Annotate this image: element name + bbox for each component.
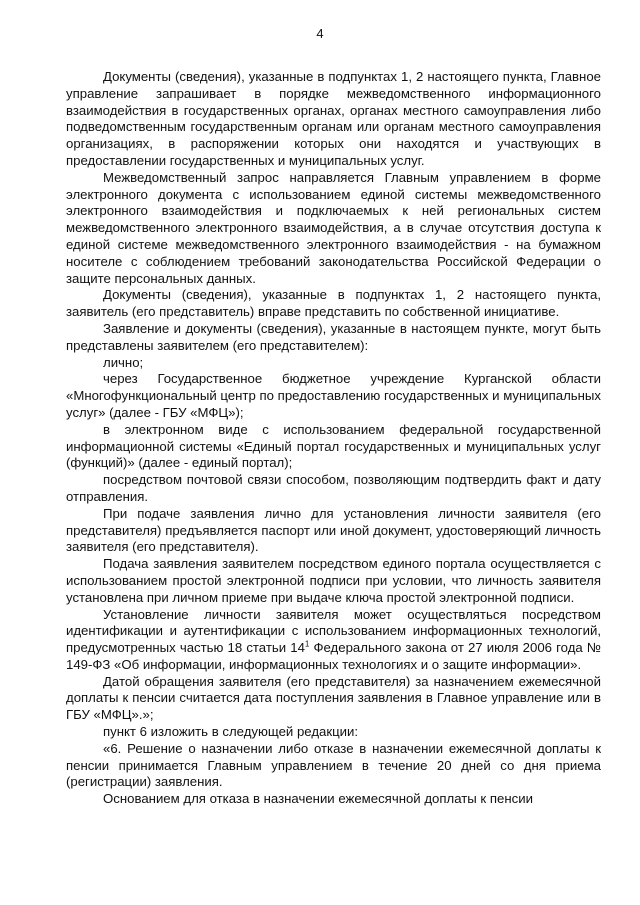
paragraph: «6. Решение о назначении либо отказе в назначении ежемесячной доплаты к пенсии принимается Главным управлением в течение 20 дней со дня приема (регистрации) заявления. — [66, 740, 601, 790]
paragraph-text: Установление личности заявителя может осуществляться посредством идентификации и аутентификации с использованием информационных технологий, предусмотренных частью 18 статьи 14 — [66, 606, 601, 656]
paragraph: Основанием для отказа в назначении ежемесячной доплаты к пенсии — [103, 791, 533, 807]
page-number: 4 — [316, 26, 324, 41]
paragraph: в электронном виде с использованием федеральной государственной информационной системы «Единый портал государственных и муниципальных услуг (функций)» (далее - единый портал); — [66, 421, 601, 471]
paragraph: Заявление и документы (сведения), указанные в настоящем пункте, могут быть представлены заявителем (его представителем): — [66, 320, 601, 353]
paragraph — [66, 607, 601, 674]
paragraph: Датой обращения заявителя (его представителя) за назначением ежемесячной доплаты к пенсии считается дата поступления заявления в Главное управление или в ГБУ «МФЦ».»; — [66, 673, 601, 723]
paragraph: пункт 6 изложить в следующей редакции: — [103, 724, 359, 740]
paragraph: лично; — [103, 354, 144, 370]
paragraph: через Государственное бюджетное учреждение Курганской области «Многофункциональный центр по предоставлению государственных и муниципальных услуг» (далее - ГБУ «МФЦ»); — [66, 371, 601, 420]
paragraph: посредством почтовой связи способом, позволяющим подтвердить факт и дату отправления. — [66, 472, 601, 504]
paragraph: При подаче заявления лично для установления личности заявителя (его представителя) предъявляется паспорт или иной документ, удостоверяющий личность заявителя (его представителя). — [66, 505, 601, 555]
paragraph-text: Федерального закона от 27 июля 2006 года № 149-ФЗ «Об информации, информационных технологиях и о защите информации». — [66, 640, 601, 672]
paragraph: Документы (сведения), указанные в подпунктах 1, 2 настоящего пункта, заявитель (его представитель) вправе представить по собственной инициативе. — [66, 287, 601, 320]
paragraph: Межведомственный запрос направляется Главным управлением в форме электронного документа с использованием единой системы межведомственного электронного взаимодействия и подключаемых к ней региональных систем межведомственного электронного взаимодействия, а в случае отсутствия доступа к единой системе межведомственного электронного взаимодействия - на бумажном носителе с соблюдением требований законодательства Российской Федерации о защите персональных данных. — [66, 169, 601, 286]
superscript: 1 — [304, 639, 310, 649]
paragraph: Документы (сведения), указанные в подпунктах 1, 2 настоящего пункта, Главное управление запрашивает в порядке межведомственного информационного взаимодействия в государственных органах, органах местного самоуправления либо подведомственным государственным органам или органам местного самоуправления организациях, в распоряжении которых они находятся и участвующих в предоставлении государственных и муниципальных услуг. — [66, 69, 601, 168]
document-body — [66, 69, 601, 808]
paragraph: Подача заявления заявителем посредством единого портала осуществляется с использованием простой электронной подписи при условии, что личность заявителя установлена при личном приеме при выдаче ключа простой электронной подписи. — [66, 556, 601, 605]
